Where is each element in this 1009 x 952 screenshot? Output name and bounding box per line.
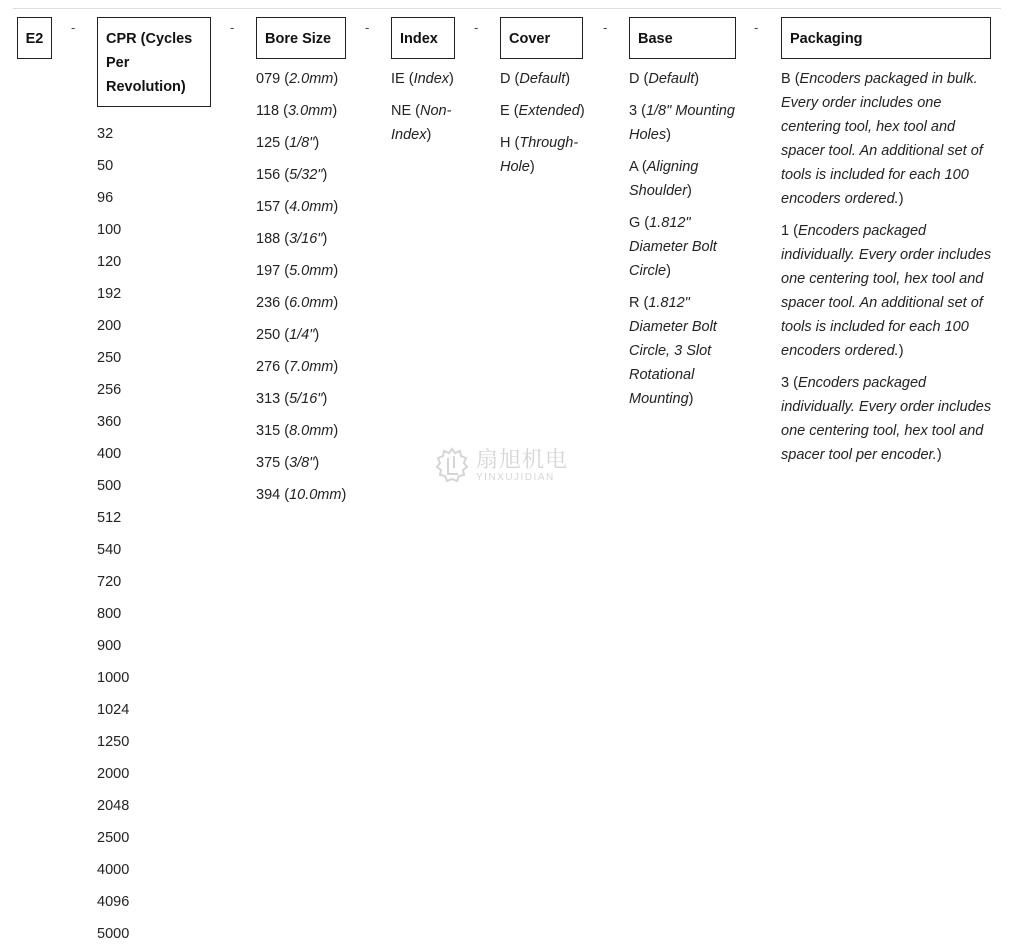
base-option: R (1.812" Diameter Bolt Circle, 3 Slot Rotational Mounting): [629, 295, 717, 407]
cover-option-description: Extended: [518, 103, 580, 119]
cpr-value: 512: [97, 510, 122, 526]
bore-size-option: 250 (1/4"): [256, 327, 320, 343]
bore-size-option: 276 (7.0mm): [256, 359, 339, 375]
cpr-value: 540: [97, 542, 122, 558]
cpr-header: CPR (Cycles Per Revolution): [97, 17, 211, 107]
cover-option-list: [500, 67, 590, 179]
cpr-value: 250: [97, 350, 122, 366]
cpr-value: 96: [97, 190, 114, 206]
base-option-code: A: [629, 159, 638, 175]
cpr-value: 4096: [97, 894, 130, 910]
separator: -: [603, 20, 608, 35]
base-option-list: [629, 67, 741, 411]
bore-size-option: 315 (8.0mm): [256, 423, 339, 439]
index-option: IE (Index): [391, 71, 454, 87]
bore-size-option-code: 250: [256, 327, 281, 343]
cpr-value: 360: [97, 414, 122, 430]
cpr-column: [97, 17, 237, 950]
separator: -: [754, 20, 759, 35]
separator: -: [71, 20, 76, 35]
cpr-value: 2048: [97, 798, 130, 814]
watermark: [434, 446, 568, 486]
packaging-option-description: Encoders packaged individually. Every order includes one centering tool, hex tool and spacer tool. An additional set of tools is included for each 100 encoders ordered.: [781, 223, 992, 359]
cpr-value: 1250: [97, 734, 130, 750]
bore-size-option: 394 (10.0mm): [256, 487, 347, 503]
cpr-value: 800: [97, 606, 122, 622]
cpr-value: 720: [97, 574, 122, 590]
index-header: Index: [391, 17, 455, 59]
bore-size-option-description: 8.0mm: [289, 423, 334, 439]
bore-size-column: [256, 17, 366, 507]
cpr-value: 192: [97, 286, 122, 302]
bore-size-option: 079 (2.0mm): [256, 71, 339, 87]
bore-size-option-code: 394: [256, 487, 281, 503]
cover-option: H (Through-Hole): [500, 135, 579, 175]
base-option-description: Default: [648, 71, 695, 87]
bore-size-option-description: 5/16": [289, 391, 323, 407]
packaging-column: [781, 17, 993, 467]
separator: -: [230, 20, 235, 35]
bore-size-option-code: 315: [256, 423, 281, 439]
cpr-value: 256: [97, 382, 122, 398]
bore-size-option-description: 5/32": [289, 167, 323, 183]
prefix-column: [17, 17, 52, 59]
bore-size-option-description: 6.0mm: [289, 295, 334, 311]
prefix-label: E2: [17, 17, 52, 59]
base-option-description: 1/8" Mounting Holes: [629, 103, 735, 143]
packaging-option-code: B: [781, 71, 791, 87]
separator: -: [365, 20, 370, 35]
cover-option: D (Default): [500, 71, 571, 87]
bore-size-option-description: 2.0mm: [289, 71, 334, 87]
cover-option: E (Extended): [500, 103, 585, 119]
cpr-value: 1024: [97, 702, 130, 718]
cpr-value: 900: [97, 638, 122, 654]
bore-size-option: 118 (3.0mm): [256, 103, 338, 119]
index-option: NE (Non-Index): [391, 103, 452, 143]
index-column: [391, 17, 471, 147]
base-option-code: 3: [629, 103, 638, 119]
bore-size-option-code: 125: [256, 135, 281, 151]
bore-size-option: 375 (3/8"): [256, 455, 320, 471]
cpr-value: 500: [97, 478, 122, 494]
cover-option-description: Through-Hole: [500, 135, 579, 175]
index-option-code: NE: [391, 103, 412, 119]
cover-option-code: E: [500, 103, 510, 119]
bore-size-option-description: 4.0mm: [289, 199, 334, 215]
packaging-option-code: 1: [781, 223, 790, 239]
base-column: [629, 17, 741, 411]
bore-size-option-description: 1/4": [289, 327, 315, 343]
bore-size-option: 197 (5.0mm): [256, 263, 339, 279]
top-divider: [13, 8, 1001, 9]
bore-size-header: Bore Size: [256, 17, 346, 59]
cpr-value: 1000: [97, 670, 130, 686]
cpr-value: 100: [97, 222, 122, 238]
watermark-chinese-text: 扇旭机电: [476, 447, 569, 472]
bore-size-option-code: 188: [256, 231, 281, 247]
bore-size-option: 157 (4.0mm): [256, 199, 339, 215]
packaging-option: 3 (Encoders packaged individually. Every order includes one centering tool, hex tool and spacer tool per encoder.): [781, 375, 992, 463]
bore-size-option-description: 1/8": [289, 135, 315, 151]
base-option-description: Aligning Shoulder: [629, 159, 699, 199]
base-option-description: 1.812" Diameter Bolt Circle: [629, 215, 717, 279]
cpr-value: 2000: [97, 766, 130, 782]
cover-column: [500, 17, 590, 179]
cover-option-description: Default: [519, 71, 566, 87]
bore-size-option-description: 3/8": [289, 455, 315, 471]
bore-size-option-description: 5.0mm: [289, 263, 334, 279]
bore-size-option-description: 3.0mm: [287, 103, 333, 119]
base-option-code: R: [629, 295, 640, 311]
bore-size-option-list: [256, 67, 366, 507]
bore-size-option-description: 10.0mm: [289, 487, 342, 503]
cpr-value: 32: [97, 126, 114, 142]
packaging-option-code: 3: [781, 375, 790, 391]
gear-logo-icon: [434, 446, 470, 486]
cpr-value: 5000: [97, 926, 130, 942]
packaging-option: B (Encoders packaged in bulk. Every order includes one centering tool, hex tool and spacer tool. An additional set of tools is included for each 100 encoders ordered.): [781, 71, 983, 207]
cover-option-code: D: [500, 71, 511, 87]
bore-size-option-code: 118: [256, 103, 280, 119]
cpr-value: 200: [97, 318, 122, 334]
packaging-option-list: [781, 67, 993, 467]
index-option-code: IE: [391, 71, 405, 87]
base-option: G (1.812" Diameter Bolt Circle): [629, 215, 717, 279]
separator: -: [474, 20, 479, 35]
base-option-code: G: [629, 215, 641, 231]
base-option: D (Default): [629, 71, 700, 87]
cpr-value-list: [97, 118, 237, 950]
bore-size-option: 236 (6.0mm): [256, 295, 339, 311]
packaging-option: 1 (Encoders packaged individually. Every order includes one centering tool, hex tool and spacer tool. An additional set of tools is included for each 100 encoders ordered.): [781, 223, 992, 359]
bore-size-option-code: 276: [256, 359, 281, 375]
base-option: A (Aligning Shoulder): [629, 159, 699, 199]
index-option-description: Non-Index: [391, 103, 452, 143]
bore-size-option-code: 375: [256, 455, 281, 471]
bore-size-option-code: 157: [256, 199, 281, 215]
bore-size-option-code: 236: [256, 295, 281, 311]
base-option-code: D: [629, 71, 640, 87]
cpr-value: 2500: [97, 830, 130, 846]
watermark-english-text: YINXUJIDIAN: [476, 472, 555, 483]
packaging-option-description: Encoders packaged in bulk. Every order includes one centering tool, hex tool and spacer tool. An additional set of tools is included for each 100 encoders ordered.: [781, 71, 983, 207]
cover-option-code: H: [500, 135, 511, 151]
packaging-option-description: Encoders packaged individually. Every order includes one centering tool, hex tool and spacer tool per encoder.: [781, 375, 992, 463]
bore-size-option-code: 197: [256, 263, 281, 279]
cover-header: Cover: [500, 17, 583, 59]
cpr-value: 400: [97, 446, 122, 462]
bore-size-option-description: 3/16": [289, 231, 323, 247]
base-option-description: 1.812" Diameter Bolt Circle, 3 Slot Rotational Mounting: [629, 295, 717, 407]
bore-size-option: 188 (3/16"): [256, 231, 328, 247]
bore-size-option: 156 (5/32"): [256, 167, 328, 183]
bore-size-option-description: 7.0mm: [289, 359, 334, 375]
bore-size-option-code: 313: [256, 391, 281, 407]
base-option: 3 (1/8" Mounting Holes): [629, 103, 735, 143]
cpr-value: 50: [97, 158, 114, 174]
index-option-list: [391, 67, 471, 147]
bore-size-option-code: 079: [256, 71, 281, 87]
cpr-value: 120: [97, 254, 122, 270]
bore-size-option: 313 (5/16"): [256, 391, 328, 407]
bore-size-option-code: 156: [256, 167, 281, 183]
cpr-value: 4000: [97, 862, 130, 878]
base-header: Base: [629, 17, 736, 59]
packaging-header: Packaging: [781, 17, 991, 59]
bore-size-option: 125 (1/8"): [256, 135, 320, 151]
index-option-description: Index: [413, 71, 450, 87]
